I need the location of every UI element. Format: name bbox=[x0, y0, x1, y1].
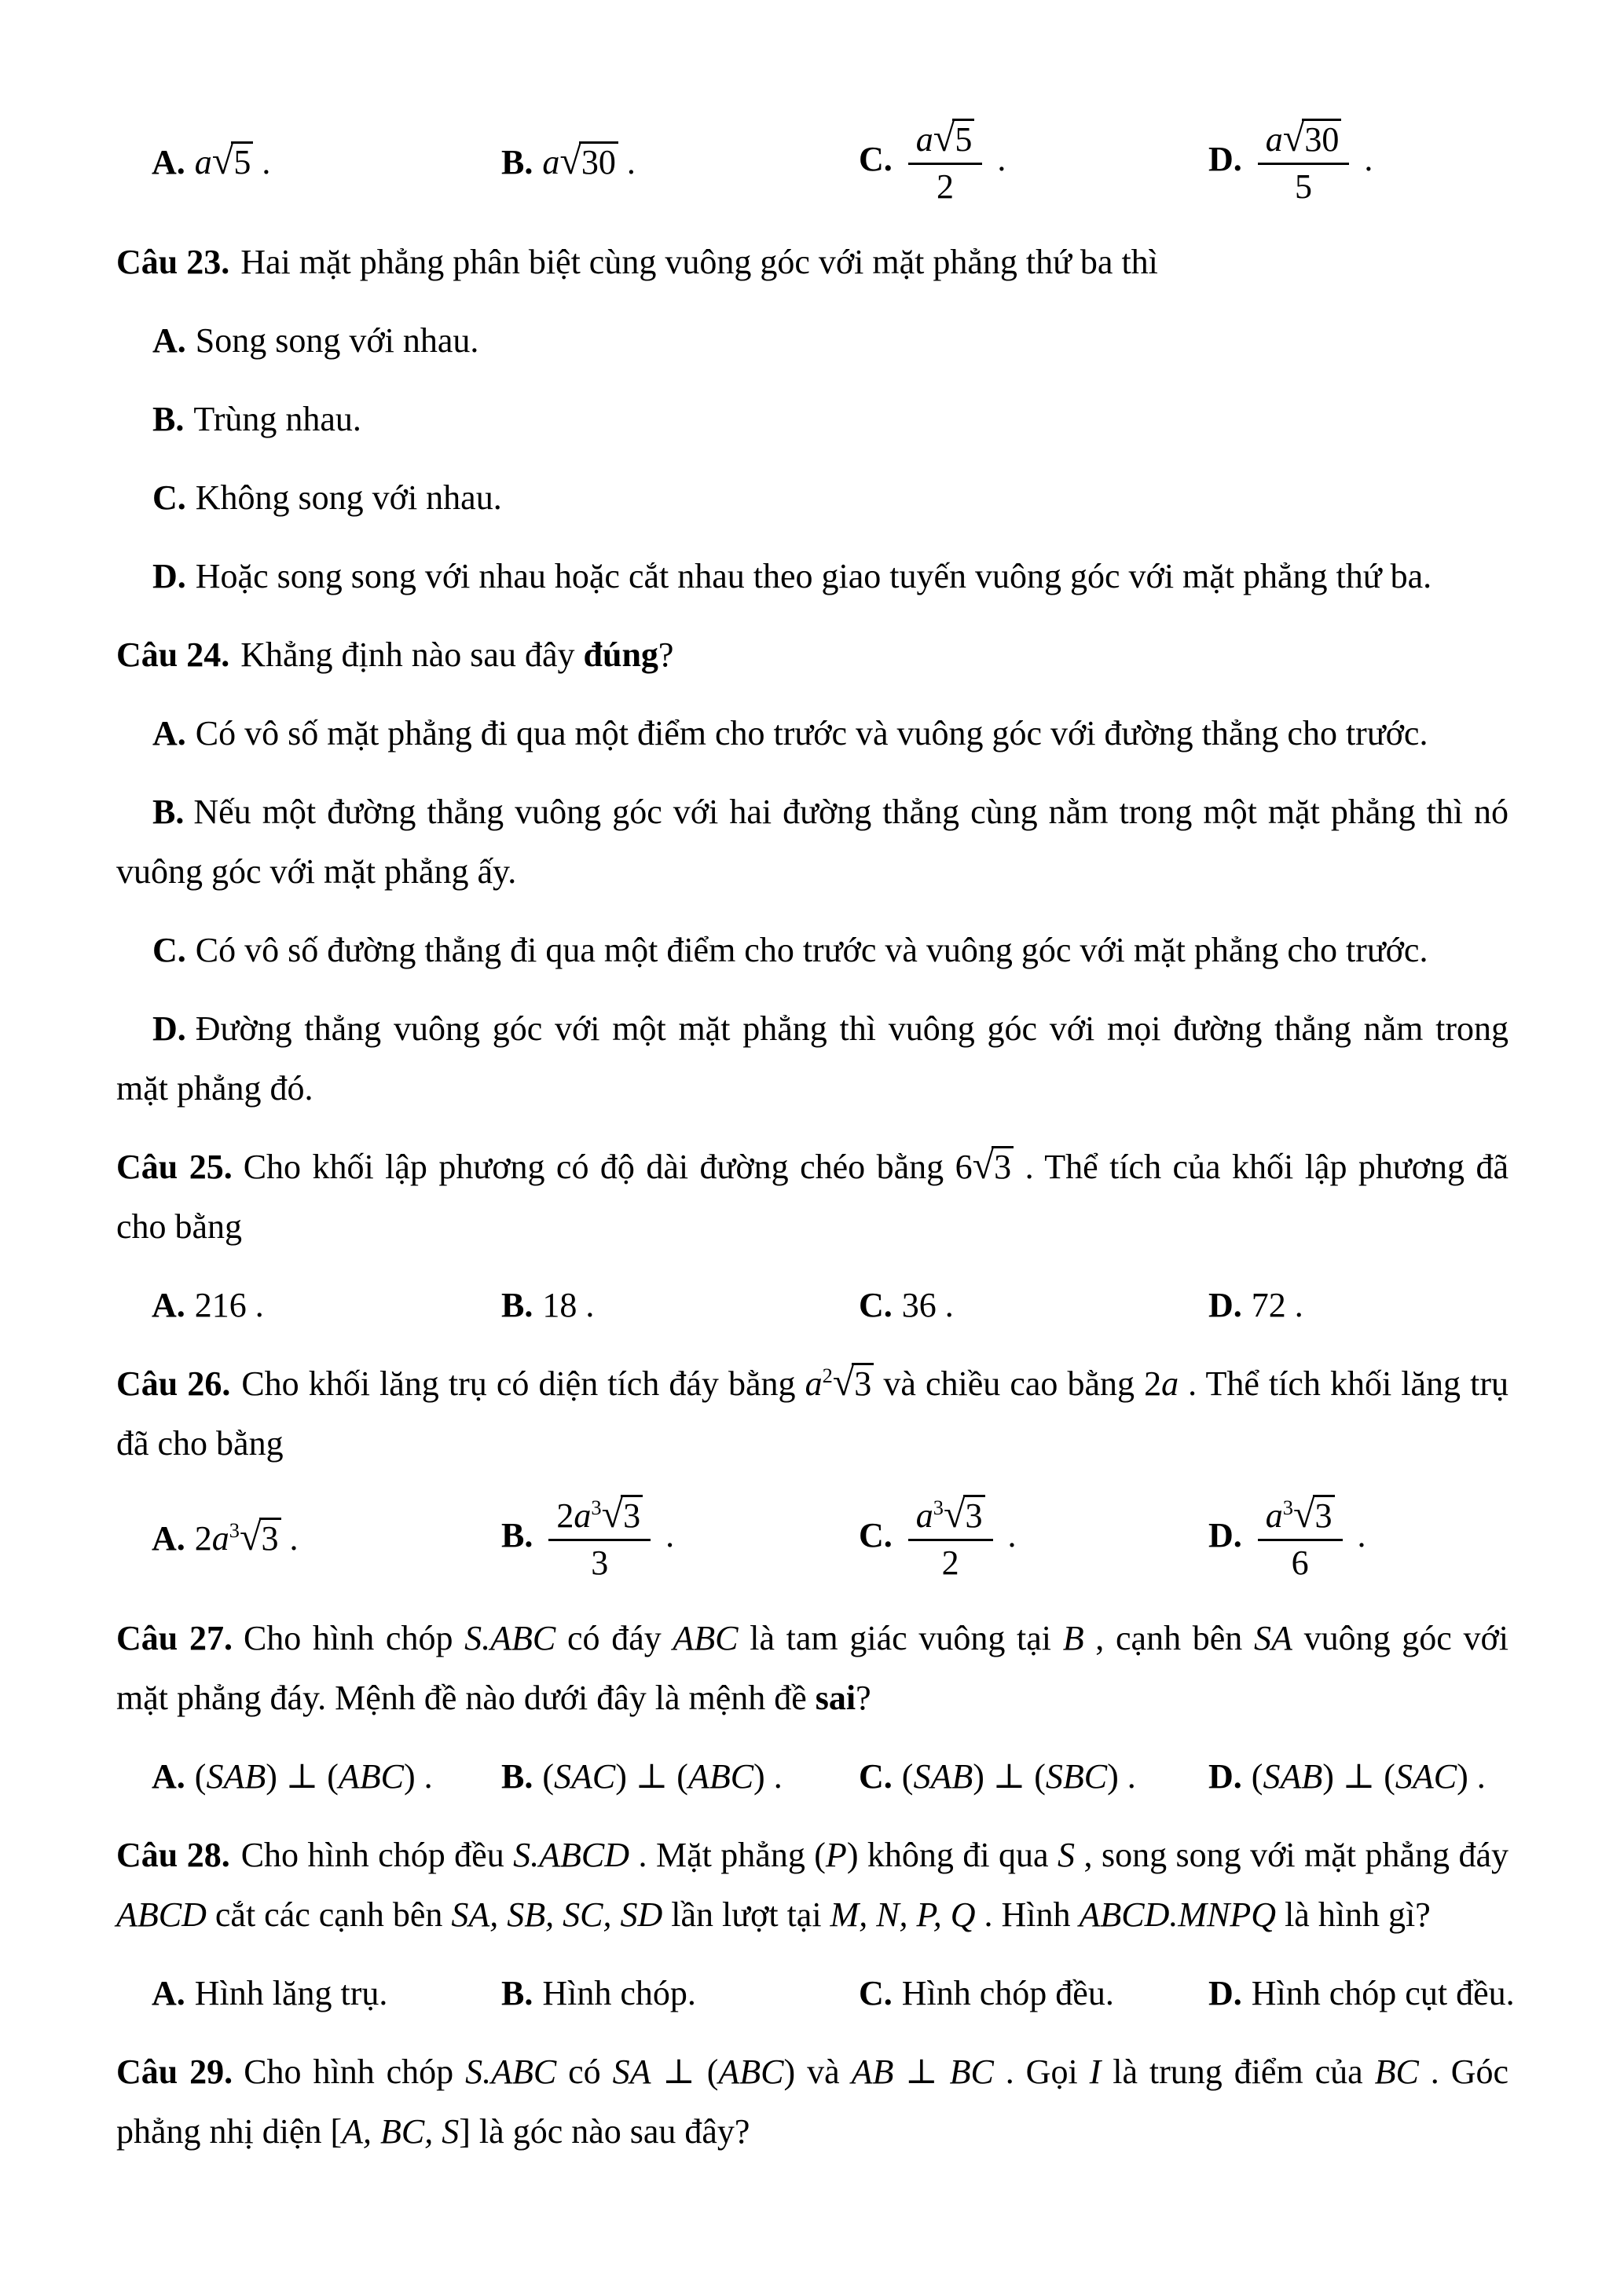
q24-option-d-label: D. bbox=[152, 1009, 186, 1048]
q23-option-c bbox=[116, 468, 1509, 528]
q24-option-b-text: Nếu một đường thẳng vuông góc với hai đường thẳng cùng nằm trong một mặt phẳng thì nó vuông góc với mặt phẳng ấy. bbox=[116, 793, 1509, 891]
q26-option-d bbox=[1208, 1491, 1509, 1583]
q25-option-c-label: C. bbox=[859, 1286, 893, 1324]
q22-option-a-label: A. bbox=[152, 143, 185, 181]
question-26-text: Cho khối lăng trụ có diện tích đáy bằng $a^2√3$ và chiều cao bằng 2a . Thể tích khối lăng trụ đã cho bằng bbox=[116, 1360, 1509, 1463]
q26-option-c-label: C. bbox=[859, 1516, 893, 1555]
question-26-stem bbox=[116, 1354, 1509, 1474]
q22-option-c-label: C. bbox=[859, 140, 893, 179]
q27-option-d-text: (SAB) ⊥ (SAC) . bbox=[1251, 1757, 1486, 1796]
q25-option-b-label: B. bbox=[501, 1286, 533, 1324]
q26-option-d-text: $\frac{a^3√3}{6}$ . bbox=[1252, 1516, 1366, 1554]
question-24-stem bbox=[116, 625, 1509, 685]
q24-option-c-label: C. bbox=[152, 931, 186, 969]
question-28 bbox=[116, 1825, 1515, 2023]
q26-option-c-text: $\frac{a^3√3}{2}$ . bbox=[902, 1516, 1017, 1554]
q24-option-b bbox=[116, 782, 1509, 902]
q22-option-c-text: $\frac{a√5}{2}$ . bbox=[902, 140, 1006, 178]
q28-option-b bbox=[501, 1964, 859, 2023]
q25-option-d-text: 72 . bbox=[1251, 1286, 1303, 1324]
question-27-number: Câu 27. bbox=[116, 1619, 233, 1657]
q28-option-a bbox=[152, 1964, 501, 2023]
q27-option-b-label: B. bbox=[501, 1757, 533, 1796]
question-25-stem bbox=[116, 1137, 1509, 1257]
question-27-text: Cho hình chóp S.ABC có đáy ABC là tam giác vuông tại B , cạnh bên SA vuông góc với mặt phẳng đáy. Mệnh đề nào dưới đây là mệnh đề sai? bbox=[116, 1619, 1509, 1717]
q25-option-c-text: 36 . bbox=[901, 1286, 954, 1324]
q22-option-a bbox=[152, 133, 501, 192]
q25-option-a-label: A. bbox=[152, 1286, 185, 1324]
question-24-number: Câu 24. bbox=[116, 635, 230, 674]
q28-option-a-label: A. bbox=[152, 1974, 185, 2012]
question-25-number: Câu 25. bbox=[116, 1148, 233, 1186]
q27-option-a-text: (SAB) ⊥ (ABC) . bbox=[194, 1757, 433, 1796]
q28-options-row bbox=[116, 1964, 1515, 2023]
q23-option-c-text: Không song với nhau. bbox=[195, 478, 502, 517]
q24-option-a bbox=[116, 704, 1509, 764]
question-29-number: Câu 29. bbox=[116, 2052, 233, 2091]
q28-option-d-label: D. bbox=[1208, 1974, 1242, 2012]
q23-option-b-label: B. bbox=[152, 400, 185, 438]
question-25-text: Cho khối lập phương có độ dài đường chéo bằng 6√3 . Thể tích của khối lập phương đã cho bằng bbox=[116, 1143, 1509, 1246]
q27-option-b-text: (SAC) ⊥ (ABC) . bbox=[542, 1757, 783, 1796]
question-28-number: Câu 28. bbox=[116, 1836, 230, 1874]
q27-options-row bbox=[116, 1747, 1509, 1807]
q26-options-row bbox=[116, 1492, 1509, 1585]
question-25 bbox=[116, 1137, 1509, 1335]
q27-option-d bbox=[1208, 1747, 1509, 1807]
q24-option-d bbox=[116, 999, 1509, 1119]
q24-option-a-label: A. bbox=[152, 714, 186, 753]
q25-option-a bbox=[152, 1276, 501, 1335]
question-23-stem bbox=[116, 233, 1509, 292]
q28-option-c-label: C. bbox=[859, 1974, 893, 2012]
q24-option-c bbox=[116, 921, 1509, 980]
q28-option-c bbox=[859, 1964, 1208, 2023]
question-24-text: Khẳng định nào sau đây đúng? bbox=[240, 635, 674, 674]
question-27-stem bbox=[116, 1609, 1509, 1728]
q23-option-b-text: Trùng nhau. bbox=[193, 400, 361, 438]
q24-option-c-text: Có vô số đường thẳng đi qua một điểm cho trước và vuông góc với mặt phẳng cho trước. bbox=[195, 931, 1428, 969]
question-28-text: Cho hình chóp đều S.ABCD . Mặt phẳng (P) không đi qua S , song song với mặt phẳng đáy ABCD cắt các cạnh bên SA, SB, SC, SD lần lượt tại M, N, P, Q . Hình ABCD.MNPQ là hình gì? bbox=[116, 1836, 1509, 1934]
q26-option-c bbox=[859, 1491, 1208, 1583]
question-23-text: Hai mặt phẳng phân biệt cùng vuông góc với mặt phẳng thứ ba thì bbox=[240, 243, 1158, 281]
q26-option-a bbox=[152, 1509, 501, 1569]
q22-option-d bbox=[1208, 115, 1509, 207]
q28-option-b-label: B. bbox=[501, 1974, 533, 2012]
q25-option-a-text: 216 . bbox=[194, 1286, 264, 1324]
q26-option-a-text: $2a^3√3$ . bbox=[194, 1514, 299, 1558]
q23-option-d bbox=[116, 547, 1509, 606]
q25-option-c bbox=[859, 1276, 1208, 1335]
q25-options-row bbox=[116, 1276, 1509, 1335]
q28-option-d-text: Hình chóp cụt đều. bbox=[1251, 1974, 1515, 2012]
question-24 bbox=[116, 625, 1509, 1119]
q22-option-d-text: $\frac{a√30}{5}$ . bbox=[1252, 140, 1373, 178]
question-23 bbox=[116, 233, 1509, 606]
q26-option-b-text: $\frac{2a^3√3}{3}$ . bbox=[542, 1516, 674, 1554]
q25-option-d-label: D. bbox=[1208, 1286, 1242, 1324]
question-28-stem bbox=[116, 1825, 1509, 1945]
q23-option-d-label: D. bbox=[152, 557, 186, 595]
q27-option-c-label: C. bbox=[859, 1757, 893, 1796]
q22-option-d-label: D. bbox=[1208, 140, 1242, 179]
q23-option-a bbox=[116, 311, 1509, 371]
question-29 bbox=[116, 2042, 1509, 2162]
q22-option-b-label: B. bbox=[501, 143, 533, 181]
q27-option-c bbox=[859, 1747, 1208, 1807]
q23-option-a-text: Song song với nhau. bbox=[195, 321, 479, 360]
q27-option-a bbox=[152, 1747, 501, 1807]
q27-option-c-text: (SAB) ⊥ (SBC) . bbox=[901, 1757, 1136, 1796]
q28-option-b-text: Hình chóp. bbox=[542, 1974, 696, 2012]
question-29-stem bbox=[116, 2042, 1509, 2162]
q24-option-b-label: B. bbox=[152, 793, 185, 831]
q22-option-c bbox=[859, 115, 1208, 207]
q22-options-row bbox=[116, 116, 1509, 209]
q23-option-b bbox=[116, 390, 1509, 449]
q24-option-d-text: Đường thẳng vuông góc với một mặt phẳng thì vuông góc với mọi đường thẳng nằm trong mặt phẳng đó. bbox=[116, 1009, 1509, 1108]
q28-option-c-text: Hình chóp đều. bbox=[901, 1974, 1114, 2012]
q27-option-a-label: A. bbox=[152, 1757, 185, 1796]
q27-option-d-label: D. bbox=[1208, 1757, 1242, 1796]
q26-option-d-label: D. bbox=[1208, 1516, 1242, 1555]
q22-option-b-text: a√30 . bbox=[542, 138, 636, 182]
q23-option-d-text: Hoặc song song với nhau hoặc cắt nhau theo giao tuyến vuông góc với mặt phẳng thứ ba. bbox=[195, 557, 1432, 595]
q25-option-d bbox=[1208, 1276, 1509, 1335]
q26-option-a-label: A. bbox=[152, 1519, 185, 1558]
q24-option-a-text: Có vô số mặt phẳng đi qua một điểm cho trước và vuông góc với đường thẳng cho trước. bbox=[195, 714, 1428, 753]
q26-option-b-label: B. bbox=[501, 1516, 533, 1555]
question-29-text: Cho hình chóp S.ABC có SA ⊥ (ABC) và AB ⊥ BC . Gọi I là trung điểm của BC . Góc phẳng nhị diện [A, BC, S] là góc nào sau đây? bbox=[116, 2052, 1509, 2151]
q25-option-b bbox=[501, 1276, 859, 1335]
q23-option-a-label: A. bbox=[152, 321, 186, 360]
q23-option-c-label: C. bbox=[152, 478, 186, 517]
q28-option-d bbox=[1208, 1964, 1515, 2023]
q25-option-b-text: 18 . bbox=[542, 1286, 595, 1324]
q27-option-b bbox=[501, 1747, 859, 1807]
question-26 bbox=[116, 1354, 1509, 1585]
question-27 bbox=[116, 1609, 1509, 1807]
q22-option-b bbox=[501, 133, 859, 192]
q26-option-b bbox=[501, 1491, 859, 1583]
q22-option-a-text: a√5 . bbox=[194, 138, 271, 182]
question-23-number: Câu 23. bbox=[116, 243, 230, 281]
question-26-number: Câu 26. bbox=[116, 1364, 231, 1403]
q28-option-a-text: Hình lăng trụ. bbox=[194, 1974, 388, 2012]
